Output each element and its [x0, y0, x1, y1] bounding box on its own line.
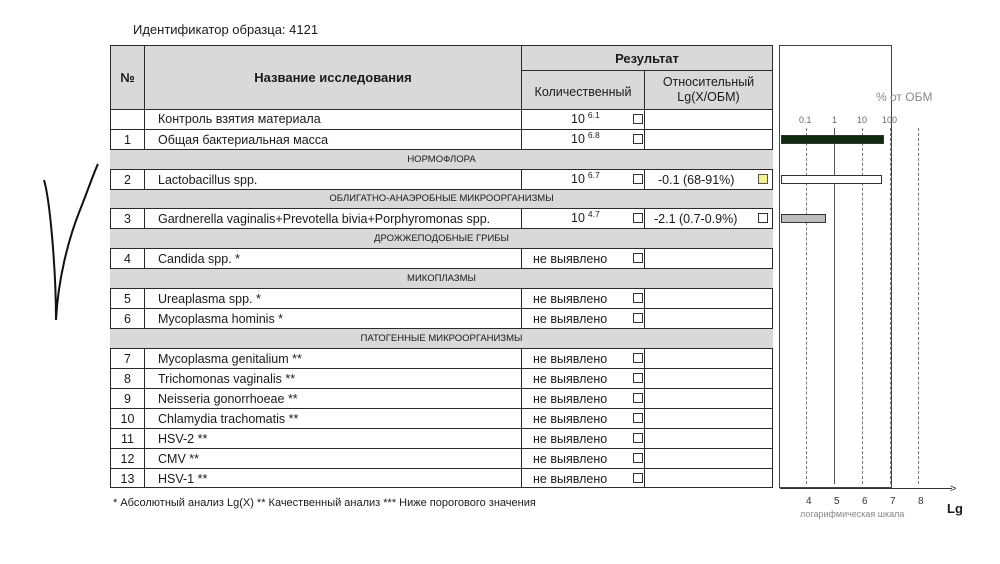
bar-lactobacillus: [781, 175, 882, 184]
row-11-checkbox[interactable]: [633, 433, 643, 443]
handwritten-mark: [40, 160, 110, 330]
row-3-checkbox[interactable]: [633, 213, 643, 223]
grid-line-7: [890, 128, 891, 484]
row-10-num: 10: [120, 412, 135, 426]
row-12-name: CMV **: [158, 452, 199, 466]
row-12-quant: не выявлено: [533, 452, 608, 466]
row-7-checkbox[interactable]: [633, 353, 643, 363]
row-4-quant: не выявлено: [533, 252, 608, 266]
row-2-rel: -0.1 (68-91%): [658, 173, 735, 187]
row-2-rel-indicator[interactable]: [758, 174, 768, 184]
pct-label: % от ОБМ: [876, 90, 933, 104]
grid-line-8: [918, 128, 919, 484]
row-3-name: Gardnerella vaginalis+Prevotella bivia+Porphyromonas spp.: [158, 212, 491, 226]
row-12-checkbox[interactable]: [633, 453, 643, 463]
row-9-name: Neisseria gonorrhoeae **: [158, 392, 298, 406]
row-5-checkbox[interactable]: [633, 293, 643, 303]
row-13-checkbox[interactable]: [633, 473, 643, 483]
bar-gardnerella: [781, 214, 826, 223]
row-5-quant: не выявлено: [533, 292, 608, 306]
row-10-checkbox[interactable]: [633, 413, 643, 423]
row-7-quant: не выявлено: [533, 352, 608, 366]
row-control-checkbox[interactable]: [633, 114, 643, 124]
scale-panel: [779, 45, 892, 488]
header-quant: Количественный: [534, 85, 632, 99]
row-2-quant: 10 $^{6.7}$: [571, 170, 600, 186]
row-8-checkbox[interactable]: [633, 373, 643, 383]
axis-tick-4: 4: [806, 496, 812, 507]
axis-tick-7: 7: [890, 496, 896, 507]
row-8-quant: не выявлено: [533, 372, 608, 386]
row-4-checkbox[interactable]: [633, 253, 643, 263]
row-5-num: 5: [124, 292, 131, 306]
row-13-name: HSV-1 **: [158, 472, 208, 486]
row-13-quant: не выявлено: [533, 472, 608, 486]
bar-total-bacterial-mass: [781, 135, 884, 144]
row-3-rel-indicator[interactable]: [758, 213, 768, 223]
row-3-num: 3: [124, 212, 131, 226]
row-6-checkbox[interactable]: [633, 313, 643, 323]
axis-tick-6: 6: [862, 496, 868, 507]
header-rel-line1: Относительный: [662, 75, 755, 89]
row-2-num: 2: [124, 173, 131, 187]
row-10-quant: не выявлено: [533, 412, 608, 426]
section-anaerobes: ОБЛИГАТНО-АНАЭРОБНЫЕ МИКРООРГАНИЗМЫ: [110, 190, 773, 208]
row-5-name: Ureaplasma spp. *: [158, 292, 261, 306]
section-pathogens: ПАТОГЕННЫЕ МИКРООРГАНИЗМЫ: [110, 329, 773, 348]
row-10-name: Chlamydia trachomatis **: [158, 412, 299, 426]
row-9-quant: не выявлено: [533, 392, 608, 406]
section-normoflora: НОРМОФЛОРА: [110, 150, 773, 169]
row-2-checkbox[interactable]: [633, 174, 643, 184]
row-12-num: 12: [120, 452, 135, 466]
pct-tick-3: 100: [882, 115, 898, 125]
sample-id: Идентификатор образца: 4121: [133, 22, 319, 37]
header-num: №: [120, 70, 135, 85]
section-yeast: ДРОЖЖЕПОДОБНЫЕ ГРИБЫ: [110, 229, 773, 248]
section-mycoplasma: МИКОПЛАЗМЫ: [110, 269, 773, 288]
row-2-name: Lactobacillus spp.: [158, 173, 258, 187]
row-4-num: 4: [124, 252, 131, 266]
axis-tick-8: 8: [918, 496, 924, 507]
row-13-num: 13: [120, 472, 135, 486]
row-4-name: Candida spp. *: [158, 252, 241, 266]
row-1-name: Общая бактериальная масса: [158, 133, 329, 147]
footer-legend: * Абсолютный анализ Lg(X) ** Качественный анализ *** Ниже порогового значения: [113, 497, 536, 509]
axis-arrow-icon: >: [950, 483, 957, 495]
row-8-num: 8: [124, 372, 131, 386]
row-7-name: Mycoplasma genitalium **: [158, 352, 302, 366]
row-3-quant: 10 $^{4.7}$: [571, 209, 600, 225]
row-1-num: 1: [124, 133, 131, 147]
row-control-name: Контроль взятия материала: [158, 112, 321, 126]
pct-tick-1: 1: [832, 115, 838, 125]
header-name: Название исследования: [254, 70, 412, 85]
axis-label: Lg: [947, 501, 963, 516]
header-result: Результат: [615, 51, 679, 66]
row-7-num: 7: [124, 352, 131, 366]
row-11-quant: не выявлено: [533, 432, 608, 446]
header-rel-line2: Lg(X/ОБМ): [677, 90, 740, 104]
row-9-num: 9: [124, 392, 131, 406]
log-axis: [780, 488, 952, 489]
row-3-rel: -2.1 (0.7-0.9%): [654, 212, 738, 226]
row-8-name: Trichomonas vaginalis **: [158, 372, 296, 386]
pct-tick-0: 0.1: [799, 115, 812, 125]
row-1-quant: 10 $^{6.8}$: [571, 130, 600, 146]
row-11-name: HSV-2 **: [158, 432, 208, 446]
row-9-checkbox[interactable]: [633, 393, 643, 403]
row-6-num: 6: [124, 312, 131, 326]
row-control-quant: 10 $^{6.1}$: [571, 110, 600, 126]
row-11-num: 11: [121, 432, 134, 446]
axis-note: логарифмическая шкала: [800, 509, 905, 519]
axis-tick-5: 5: [834, 496, 840, 507]
row-6-quant: не выявлено: [533, 312, 608, 326]
row-1-checkbox[interactable]: [633, 134, 643, 144]
pct-tick-2: 10: [857, 115, 868, 125]
row-6-name: Mycoplasma hominis *: [158, 312, 284, 326]
